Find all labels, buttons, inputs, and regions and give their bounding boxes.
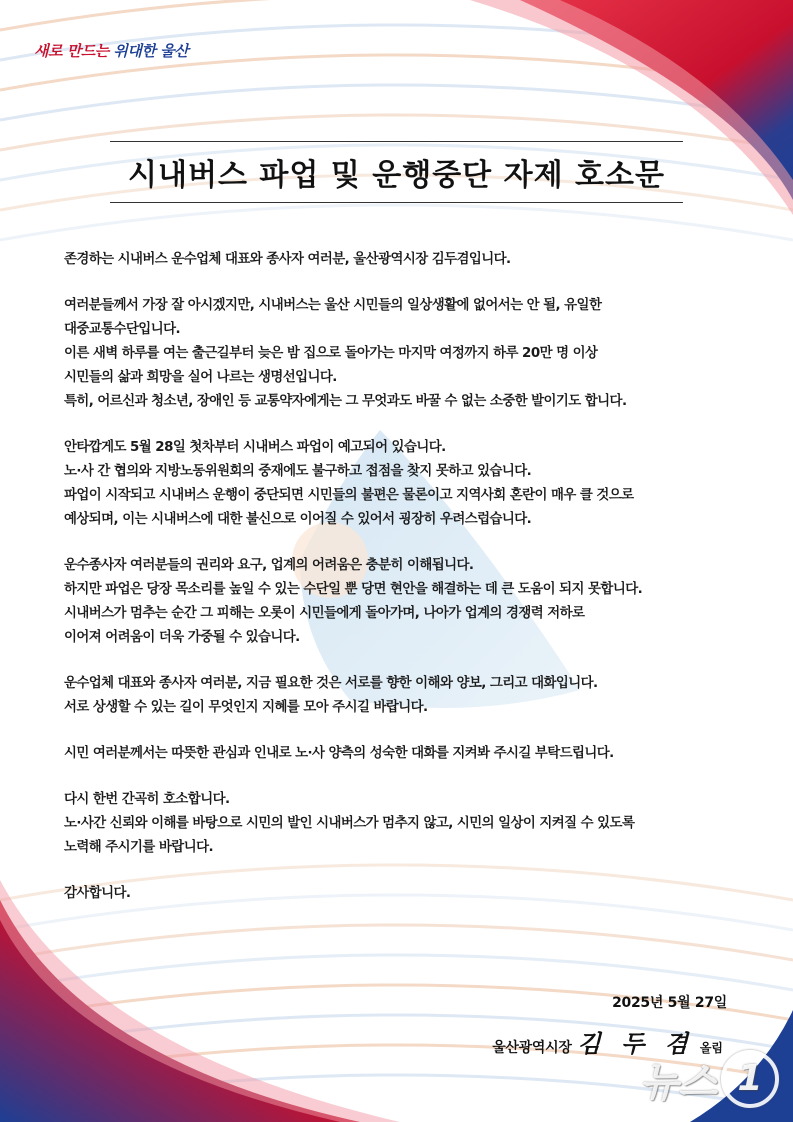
paragraph-line: 파업이 시작되고 시내버스 운행이 중단되면 시민들의 불편은 물론이고 지역사회 혼란이 매우 클 것으로 (64, 488, 634, 503)
slogan-part-1: 새로 만드는 (34, 42, 109, 60)
watermark-text: 뉴스 (639, 1059, 717, 1106)
paragraph-line: 하지만 파업은 당장 목소리를 높일 수 있는 수단일 뿐 당면 현안을 해결하는 데 큰 도움이 되지 못합니다. (64, 582, 643, 597)
paragraph-line: 노·사간 신뢰와 이해를 바탕으로 시민의 발인 시내버스가 멈추지 않고, 시민의 일상이 지켜질 수 있도록 (64, 816, 635, 831)
paragraph-line: 특히, 어르신과 청소년, 장애인 등 교통약자에게는 그 무엇과도 바꿀 수 없는 소중한 발이기도 합니다. (64, 394, 627, 409)
signature-office: 울산광역시장 (492, 1040, 572, 1056)
letter-paragraph (64, 882, 736, 906)
paragraph-line: 시민 여러분께서는 따뜻한 관심과 인내로 노·사 양측의 성숙한 대화를 지켜봐 주시길 부탁드립니다. (64, 746, 614, 761)
bottom-left-swoosh (0, 900, 360, 1122)
paragraph-line: 노력해 주시기를 바랍니다. (64, 840, 213, 855)
paragraph-line: 다시 한번 간곡히 호소합니다. (64, 792, 230, 807)
paragraph-line: 감사합니다. (64, 886, 131, 901)
paragraph-line: 서로 상생할 수 있는 길이 무엇인지 지혜를 모아 주시길 바랍니다. (64, 700, 428, 715)
page-title: 시내버스 파업 및 운행중단 자제 호소문 (128, 158, 665, 193)
paragraph-line: 운수업체 대표와 종사자 여러분, 지금 필요한 것은 서로를 향한 이해와 양보, 그리고 대화입니다. (64, 676, 598, 691)
slogan-part-2: 위대한 울산 (113, 42, 189, 60)
title-block (110, 141, 683, 203)
paragraph-line: 안타깝게도 5월 28일 첫차부터 시내버스 파업이 예고되어 있습니다. (64, 440, 446, 455)
letter-paragraph (64, 742, 736, 766)
paragraph-line: 대중교통수단입니다. (64, 322, 181, 337)
letter-paragraph (64, 436, 736, 532)
letter-date: 2025년 5월 27일 (612, 995, 727, 1011)
signature-closing: 올림 (699, 1041, 723, 1055)
paragraph-line: 시민들의 삶과 희망을 실어 나르는 생명선입니다. (64, 370, 337, 385)
paragraph-line: 이어져 어려움이 더욱 가중될 수 있습니다. (64, 630, 300, 645)
watermark-badge: 1 (721, 1050, 779, 1108)
paragraph-line: 시내버스가 멈추는 순간 그 피해는 오롯이 시민들에게 돌아가며, 나아가 업계의 경쟁력 저하로 (64, 606, 585, 621)
paragraph-line: 예상되며, 이는 시내버스에 대한 불신으로 이어질 수 있어서 굉장히 우려스럽습니다. (64, 512, 532, 527)
letter-body (64, 248, 736, 928)
letter-paragraph (64, 554, 736, 650)
letter-paragraph (64, 294, 736, 414)
paragraph-line: 노·사 간 협의와 지방노동위원회의 중재에도 불구하고 접점을 찾지 못하고 있습니다. (64, 464, 532, 479)
paragraph-line: 이른 새벽 하루를 여는 출근길부터 늦은 밤 집으로 돌아가는 마지막 여정까지 하루 20만 명 이상 (64, 346, 598, 361)
city-slogan-logo (34, 40, 188, 61)
letter-paragraph (64, 672, 736, 720)
paragraph-line: 여러분들께서 가장 잘 아시겠지만, 시내버스는 울산 시민들의 일상생활에 없어서는 안 될, 유일한 (64, 298, 602, 313)
letter-paragraph (64, 248, 736, 272)
paragraph-line: 운수종사자 여러분들의 권리와 요구, 업계의 어려움은 충분히 이해됩니다. (64, 558, 474, 573)
paragraph-line: 존경하는 시내버스 운수업체 대표와 종사자 여러분, 울산광역시장 김두겸입니다. (64, 252, 511, 267)
letter-paragraph (64, 788, 736, 860)
news1-watermark (640, 1050, 779, 1108)
signature-name: 김 두 겸 (577, 1029, 694, 1058)
